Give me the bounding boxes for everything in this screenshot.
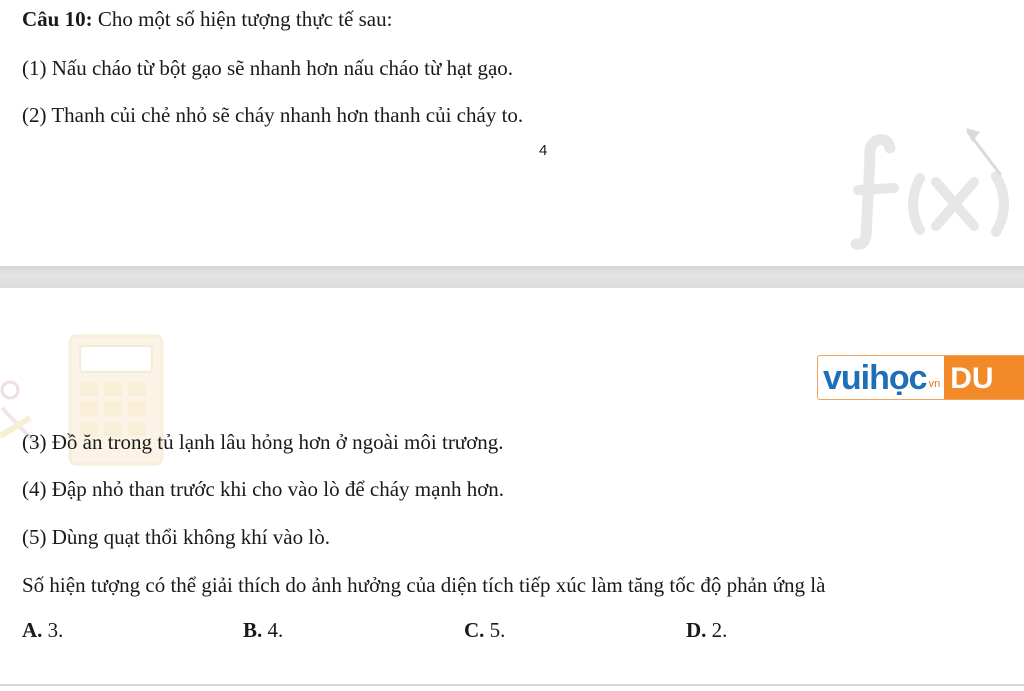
brand-name: vuihọc — [823, 358, 927, 397]
page-bottom — [0, 288, 1024, 691]
option-a — [22, 617, 63, 643]
page-break — [0, 266, 1024, 288]
option-b-value: 4. — [262, 618, 284, 642]
question-heading — [22, 6, 392, 32]
option-a-letter: A. — [22, 618, 43, 642]
phenomenon-3: (3) Đồ ăn trong tủ lạnh lâu hỏng hơn ở ngoài môi trương. — [22, 430, 504, 454]
vuihoc-logo — [817, 355, 1024, 400]
fx-watermark-icon — [850, 118, 1024, 258]
option-c-value: 5. — [484, 618, 506, 642]
option-d-letter: D. — [686, 618, 707, 642]
bottom-divider — [0, 684, 1024, 686]
brand-tag: DU — [944, 356, 1024, 399]
page-number: 4 — [539, 142, 548, 159]
option-d-value: 2. — [706, 618, 728, 642]
option-c-letter: C. — [464, 618, 485, 642]
option-b-letter: B. — [243, 618, 263, 642]
question-number: Câu 10: — [22, 7, 93, 31]
page-top — [0, 0, 1024, 266]
question-intro: Cho một số hiện tượng thực tế sau: — [92, 7, 393, 31]
question-prompt: Số hiện tượng có thể giải thích do ảnh hưởng của diện tích tiếp xúc làm tăng tốc độ phản ứng là — [22, 573, 826, 597]
option-c — [464, 617, 505, 643]
phenomenon-2: (2) Thanh củi chẻ nhỏ sẽ cháy nhanh hơn thanh củi cháy to. — [22, 103, 524, 127]
option-d — [686, 617, 727, 643]
option-b — [243, 617, 283, 643]
phenomenon-1: (1) Nấu cháo từ bột gạo sẽ nhanh hơn nấu cháo từ hạt gạo. — [22, 56, 514, 80]
option-a-value: 3. — [42, 618, 64, 642]
phenomenon-4: (4) Đập nhỏ than trước khi cho vào lò để cháy mạnh hơn. — [22, 477, 505, 501]
phenomenon-5: (5) Dùng quạt thổi không khí vào lò. — [22, 525, 330, 549]
brand-suffix: vn — [928, 377, 941, 390]
